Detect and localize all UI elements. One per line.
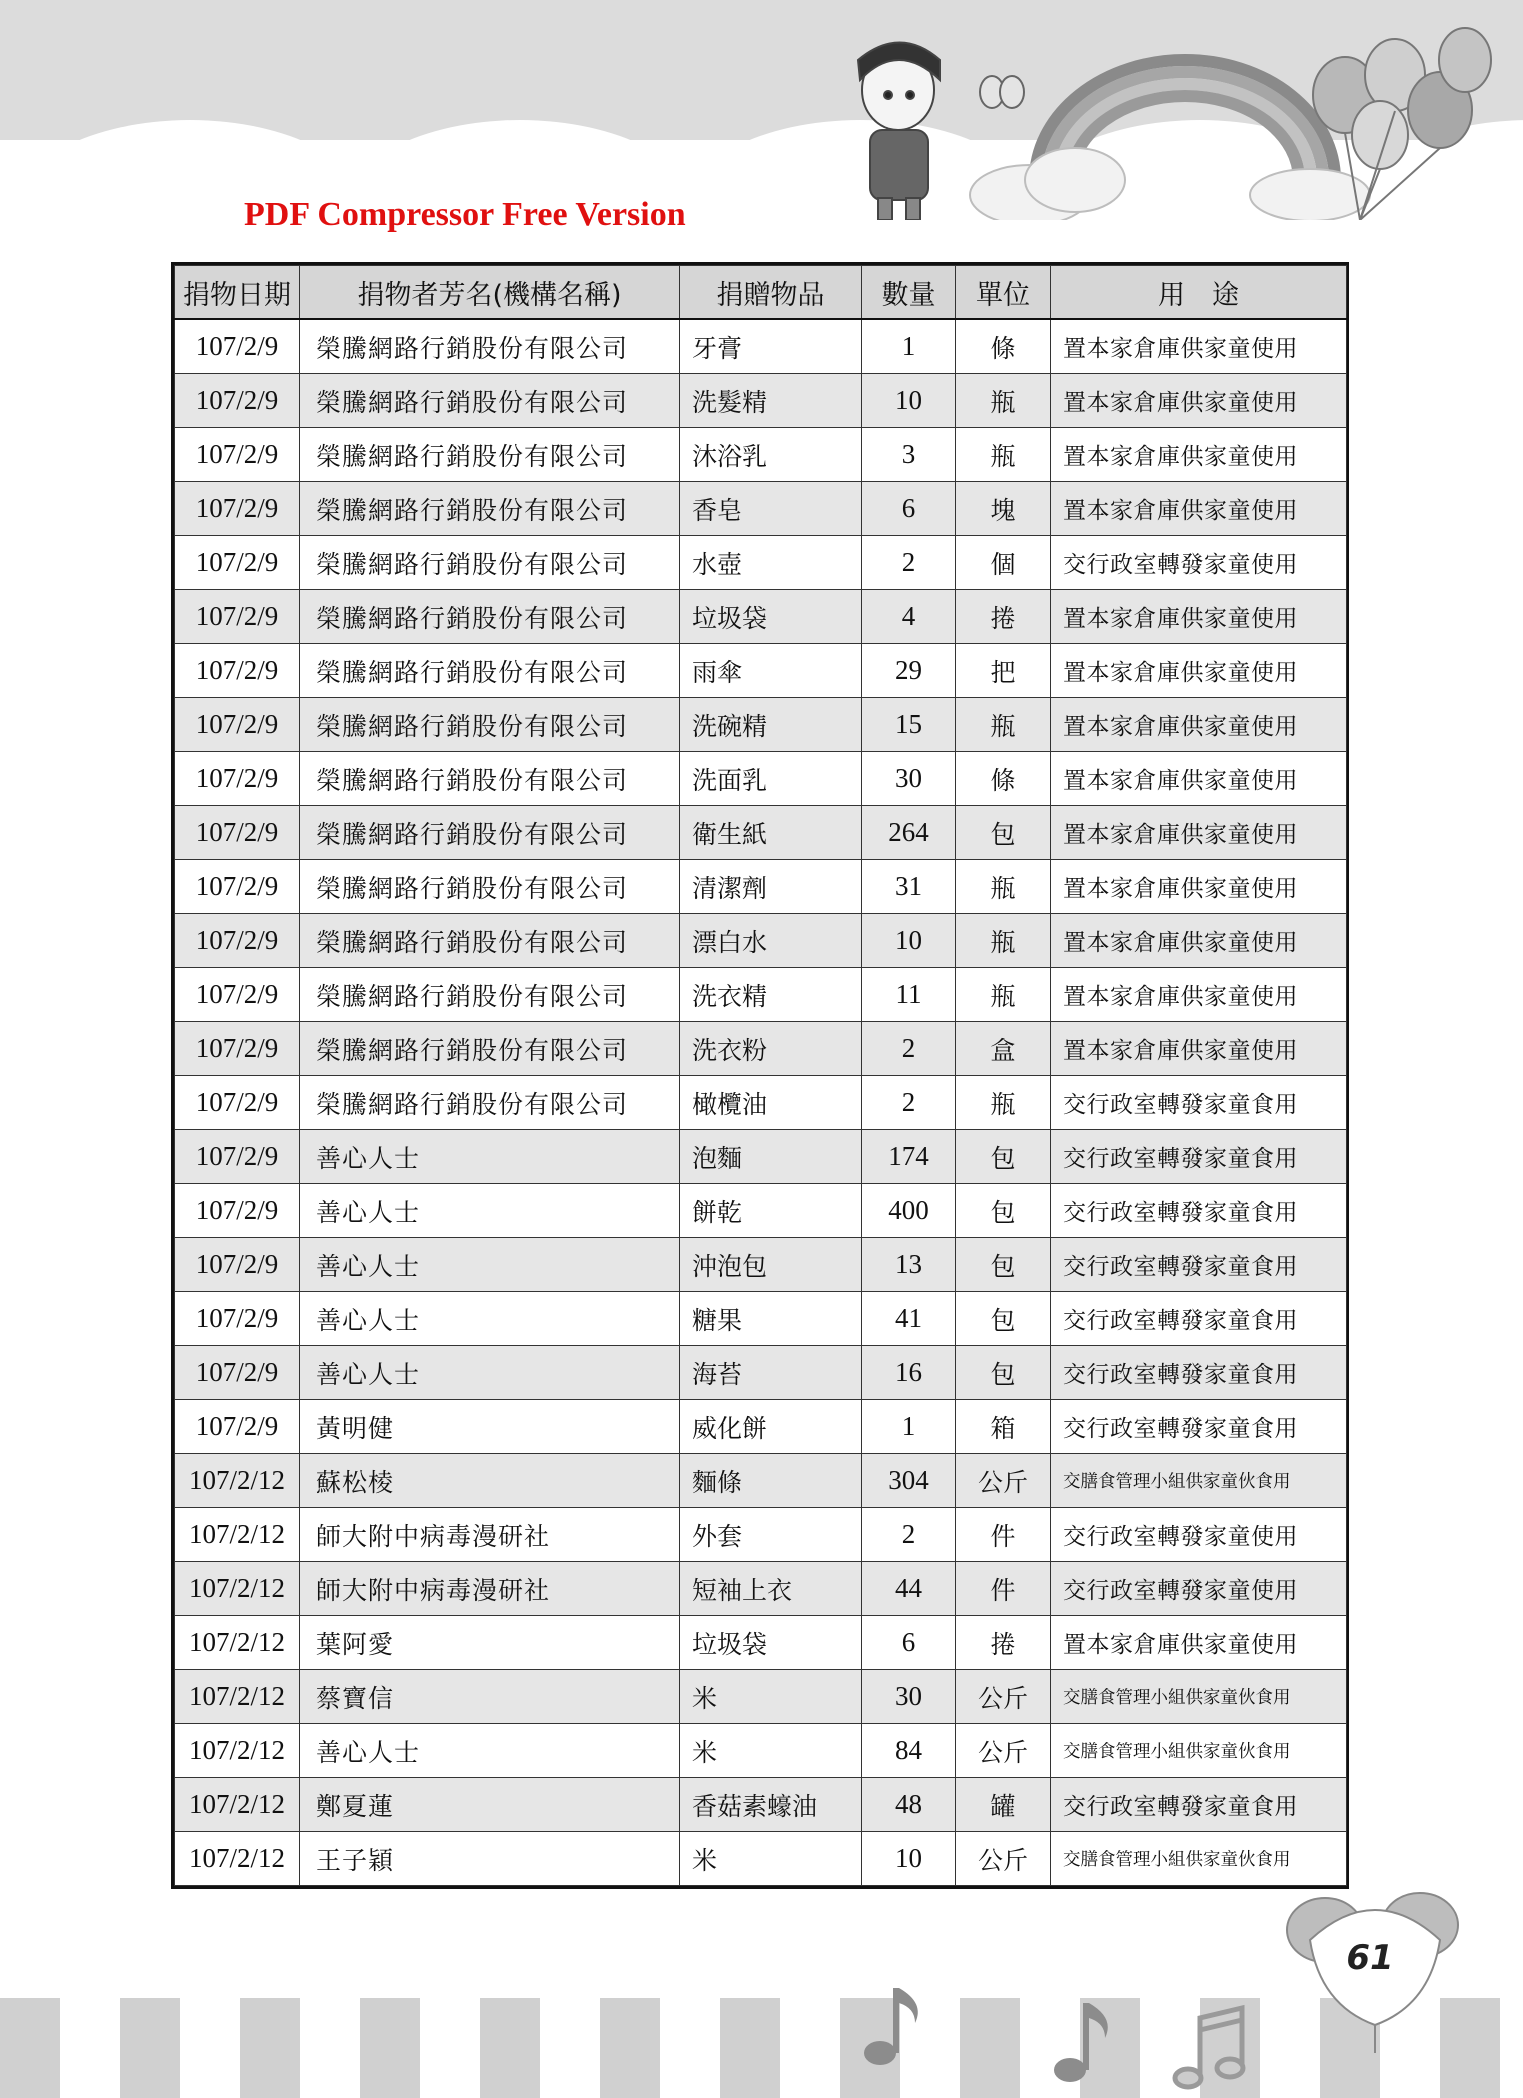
cell-unit: 瓶: [956, 698, 1051, 752]
cell-usage: 交行政室轉發家童使用: [1051, 1508, 1347, 1562]
cell-quantity: 6: [862, 1616, 956, 1670]
cell-donor: 黃明健: [300, 1400, 680, 1454]
cell-item: 短袖上衣: [680, 1562, 862, 1616]
cell-unit: 包: [956, 1184, 1051, 1238]
cell-date: 107/2/9: [175, 968, 300, 1022]
cell-quantity: 1: [862, 1400, 956, 1454]
table-row: [175, 1400, 1347, 1454]
table-row: [175, 644, 1347, 698]
cell-quantity: 16: [862, 1346, 956, 1400]
cell-donor: 鄭夏蓮: [300, 1778, 680, 1832]
cell-quantity: 44: [862, 1562, 956, 1616]
cell-item: 麵條: [680, 1454, 862, 1508]
table-row: [175, 914, 1347, 968]
cell-usage: 置本家倉庫供家童使用: [1051, 914, 1347, 968]
donation-table: [171, 262, 1349, 1889]
cell-date: 107/2/9: [175, 482, 300, 536]
cell-unit: 包: [956, 1346, 1051, 1400]
cell-unit: 條: [956, 752, 1051, 806]
cell-date: 107/2/9: [175, 644, 300, 698]
cell-quantity: 4: [862, 590, 956, 644]
cell-unit: 塊: [956, 482, 1051, 536]
table-row: [175, 752, 1347, 806]
cell-date: 107/2/9: [175, 914, 300, 968]
table-row: [175, 1346, 1347, 1400]
cell-quantity: 2: [862, 536, 956, 590]
cell-date: 107/2/9: [175, 1292, 300, 1346]
cell-unit: 箱: [956, 1400, 1051, 1454]
cell-quantity: 31: [862, 860, 956, 914]
cell-date: 107/2/9: [175, 374, 300, 428]
cell-date: 107/2/9: [175, 1076, 300, 1130]
cell-donor: 榮騰網路行銷股份有限公司: [300, 1076, 680, 1130]
cell-donor: 善心人士: [300, 1184, 680, 1238]
table-header: [175, 266, 1347, 320]
cell-donor: 王子穎: [300, 1832, 680, 1886]
table-row: [175, 319, 1347, 374]
cell-item: 沐浴乳: [680, 428, 862, 482]
cell-donor: 師大附中病毒漫研社: [300, 1508, 680, 1562]
table-row: [175, 1022, 1347, 1076]
cell-item: 洗衣精: [680, 968, 862, 1022]
table-row: [175, 1670, 1347, 1724]
table-row: [175, 1724, 1347, 1778]
cell-item: 餅乾: [680, 1184, 862, 1238]
cell-usage: 置本家倉庫供家童使用: [1051, 482, 1347, 536]
table-row: [175, 1184, 1347, 1238]
cell-unit: 件: [956, 1562, 1051, 1616]
header-date: 捐物日期: [175, 266, 300, 320]
cell-date: 107/2/9: [175, 1022, 300, 1076]
table-row: [175, 428, 1347, 482]
cell-item: 洗髮精: [680, 374, 862, 428]
cell-usage: 交行政室轉發家童食用: [1051, 1184, 1347, 1238]
cell-unit: 罐: [956, 1778, 1051, 1832]
cell-date: 107/2/9: [175, 1238, 300, 1292]
cell-usage: 交膳食管理小組供家童伙食用: [1051, 1454, 1347, 1508]
cell-unit: 包: [956, 1292, 1051, 1346]
table-row: [175, 1238, 1347, 1292]
cell-donor: 榮騰網路行銷股份有限公司: [300, 752, 680, 806]
cell-date: 107/2/12: [175, 1832, 300, 1886]
cell-item: 清潔劑: [680, 860, 862, 914]
cell-unit: 件: [956, 1508, 1051, 1562]
cell-usage: 交行政室轉發家童食用: [1051, 1238, 1347, 1292]
cell-item: 牙膏: [680, 319, 862, 374]
table-row: [175, 1832, 1347, 1886]
cell-unit: 條: [956, 319, 1051, 374]
cell-date: 107/2/12: [175, 1616, 300, 1670]
cell-unit: 瓶: [956, 914, 1051, 968]
header-usage: 用 途: [1051, 266, 1347, 320]
cell-quantity: 3: [862, 428, 956, 482]
cell-unit: 公斤: [956, 1454, 1051, 1508]
table-row: [175, 860, 1347, 914]
cell-item: 漂白水: [680, 914, 862, 968]
cell-usage: 交行政室轉發家童食用: [1051, 1778, 1347, 1832]
cell-item: 糖果: [680, 1292, 862, 1346]
cell-quantity: 2: [862, 1508, 956, 1562]
cell-item: 米: [680, 1670, 862, 1724]
header-quantity: 數量: [862, 266, 956, 320]
cell-unit: 個: [956, 536, 1051, 590]
cell-quantity: 15: [862, 698, 956, 752]
cell-unit: 公斤: [956, 1670, 1051, 1724]
cell-item: 泡麵: [680, 1130, 862, 1184]
cell-usage: 置本家倉庫供家童使用: [1051, 1022, 1347, 1076]
cell-item: 香皂: [680, 482, 862, 536]
cell-donor: 榮騰網路行銷股份有限公司: [300, 319, 680, 374]
cell-date: 107/2/12: [175, 1454, 300, 1508]
cell-donor: 師大附中病毒漫研社: [300, 1562, 680, 1616]
cell-quantity: 1: [862, 319, 956, 374]
cell-quantity: 2: [862, 1076, 956, 1130]
header-unit: 單位: [956, 266, 1051, 320]
cell-usage: 交行政室轉發家童食用: [1051, 1292, 1347, 1346]
cell-date: 107/2/12: [175, 1508, 300, 1562]
cell-item: 雨傘: [680, 644, 862, 698]
cell-unit: 公斤: [956, 1832, 1051, 1886]
cell-usage: 交行政室轉發家童食用: [1051, 1130, 1347, 1184]
table-row: [175, 482, 1347, 536]
cell-item: 米: [680, 1832, 862, 1886]
table-row: [175, 536, 1347, 590]
cell-date: 107/2/9: [175, 860, 300, 914]
cell-date: 107/2/12: [175, 1562, 300, 1616]
cell-quantity: 84: [862, 1724, 956, 1778]
cell-unit: 包: [956, 806, 1051, 860]
cell-date: 107/2/9: [175, 319, 300, 374]
cell-unit: 瓶: [956, 1076, 1051, 1130]
cell-item: 米: [680, 1724, 862, 1778]
cell-donor: 榮騰網路行銷股份有限公司: [300, 644, 680, 698]
cell-date: 107/2/12: [175, 1670, 300, 1724]
cell-unit: 捲: [956, 1616, 1051, 1670]
cell-item: 洗面乳: [680, 752, 862, 806]
cell-usage: 交行政室轉發家童使用: [1051, 536, 1347, 590]
cell-item: 橄欖油: [680, 1076, 862, 1130]
cell-donor: 榮騰網路行銷股份有限公司: [300, 860, 680, 914]
cell-date: 107/2/12: [175, 1778, 300, 1832]
table-row: [175, 1508, 1347, 1562]
cell-usage: 交行政室轉發家童使用: [1051, 1562, 1347, 1616]
table-row: [175, 1616, 1347, 1670]
cell-usage: 置本家倉庫供家童使用: [1051, 590, 1347, 644]
cell-donor: 善心人士: [300, 1346, 680, 1400]
cell-usage: 置本家倉庫供家童使用: [1051, 644, 1347, 698]
cell-item: 洗衣粉: [680, 1022, 862, 1076]
cell-date: 107/2/9: [175, 536, 300, 590]
cell-date: 107/2/9: [175, 806, 300, 860]
cell-donor: 榮騰網路行銷股份有限公司: [300, 428, 680, 482]
cell-date: 107/2/9: [175, 1184, 300, 1238]
cell-quantity: 2: [862, 1022, 956, 1076]
table-body: [175, 319, 1347, 1886]
cell-donor: 榮騰網路行銷股份有限公司: [300, 914, 680, 968]
cell-donor: 榮騰網路行銷股份有限公司: [300, 698, 680, 752]
cell-donor: 善心人士: [300, 1130, 680, 1184]
table-row: [175, 806, 1347, 860]
cell-date: 107/2/12: [175, 1724, 300, 1778]
cell-usage: 置本家倉庫供家童使用: [1051, 428, 1347, 482]
cell-item: 衛生紙: [680, 806, 862, 860]
cell-usage: 置本家倉庫供家童使用: [1051, 319, 1347, 374]
cell-usage: 交膳食管理小組供家童伙食用: [1051, 1832, 1347, 1886]
table-row: [175, 698, 1347, 752]
cell-unit: 包: [956, 1238, 1051, 1292]
cell-donor: 善心人士: [300, 1292, 680, 1346]
cell-usage: 置本家倉庫供家童使用: [1051, 860, 1347, 914]
cell-quantity: 400: [862, 1184, 956, 1238]
cell-usage: 交膳食管理小組供家童伙食用: [1051, 1724, 1347, 1778]
cell-donor: 榮騰網路行銷股份有限公司: [300, 968, 680, 1022]
cell-item: 垃圾袋: [680, 590, 862, 644]
cell-quantity: 10: [862, 374, 956, 428]
cell-donor: 榮騰網路行銷股份有限公司: [300, 590, 680, 644]
table-row: [175, 1562, 1347, 1616]
table-row: [175, 968, 1347, 1022]
cell-unit: 瓶: [956, 968, 1051, 1022]
cell-date: 107/2/9: [175, 1346, 300, 1400]
cell-quantity: 30: [862, 752, 956, 806]
cell-donor: 善心人士: [300, 1238, 680, 1292]
cell-quantity: 41: [862, 1292, 956, 1346]
cell-usage: 置本家倉庫供家童使用: [1051, 752, 1347, 806]
cell-unit: 包: [956, 1130, 1051, 1184]
cell-date: 107/2/9: [175, 698, 300, 752]
cell-quantity: 30: [862, 1670, 956, 1724]
cell-item: 海苔: [680, 1346, 862, 1400]
cell-usage: 置本家倉庫供家童使用: [1051, 1616, 1347, 1670]
cell-unit: 公斤: [956, 1724, 1051, 1778]
cell-usage: 交行政室轉發家童食用: [1051, 1400, 1347, 1454]
table-row: [175, 1454, 1347, 1508]
header-donor: 捐物者芳名(機構名稱): [300, 266, 680, 320]
cell-quantity: 13: [862, 1238, 956, 1292]
cell-date: 107/2/9: [175, 752, 300, 806]
cell-donor: 蔡寶信: [300, 1670, 680, 1724]
cell-item: 垃圾袋: [680, 1616, 862, 1670]
cell-unit: 把: [956, 644, 1051, 698]
cell-usage: 置本家倉庫供家童使用: [1051, 698, 1347, 752]
cell-item: 外套: [680, 1508, 862, 1562]
cell-donor: 葉阿愛: [300, 1616, 680, 1670]
cell-unit: 盒: [956, 1022, 1051, 1076]
cell-donor: 榮騰網路行銷股份有限公司: [300, 374, 680, 428]
table-row: [175, 374, 1347, 428]
page-number: 61: [1346, 1938, 1394, 1978]
cell-date: 107/2/9: [175, 1130, 300, 1184]
cell-item: 洗碗精: [680, 698, 862, 752]
table-row: [175, 1292, 1347, 1346]
cell-quantity: 174: [862, 1130, 956, 1184]
cell-date: 107/2/9: [175, 428, 300, 482]
cell-item: 威化餅: [680, 1400, 862, 1454]
cell-unit: 瓶: [956, 860, 1051, 914]
cell-donor: 榮騰網路行銷股份有限公司: [300, 1022, 680, 1076]
cell-item: 水壺: [680, 536, 862, 590]
cell-date: 107/2/9: [175, 590, 300, 644]
cell-unit: 捲: [956, 590, 1051, 644]
cell-usage: 置本家倉庫供家童使用: [1051, 374, 1347, 428]
cell-date: 107/2/9: [175, 1400, 300, 1454]
header-decoration: [0, 0, 1523, 220]
cell-quantity: 29: [862, 644, 956, 698]
cell-donor: 榮騰網路行銷股份有限公司: [300, 806, 680, 860]
cell-usage: 置本家倉庫供家童使用: [1051, 968, 1347, 1022]
cell-quantity: 10: [862, 1832, 956, 1886]
table-row: [175, 1130, 1347, 1184]
cell-usage: 置本家倉庫供家童使用: [1051, 806, 1347, 860]
cell-item: 沖泡包: [680, 1238, 862, 1292]
table-row: [175, 1778, 1347, 1832]
cell-quantity: 304: [862, 1454, 956, 1508]
cell-item: 香菇素蠔油: [680, 1778, 862, 1832]
cell-quantity: 48: [862, 1778, 956, 1832]
cell-usage: 交膳食管理小組供家童伙食用: [1051, 1670, 1347, 1724]
cell-donor: 蘇松棱: [300, 1454, 680, 1508]
cell-quantity: 10: [862, 914, 956, 968]
watermark-text: PDF Compressor Free Version: [244, 196, 686, 233]
cell-unit: 瓶: [956, 374, 1051, 428]
cell-quantity: 264: [862, 806, 956, 860]
cell-usage: 交行政室轉發家童食用: [1051, 1076, 1347, 1130]
cell-unit: 瓶: [956, 428, 1051, 482]
cell-donor: 榮騰網路行銷股份有限公司: [300, 482, 680, 536]
cell-donor: 善心人士: [300, 1724, 680, 1778]
table-row: [175, 1076, 1347, 1130]
cell-donor: 榮騰網路行銷股份有限公司: [300, 536, 680, 590]
cell-quantity: 11: [862, 968, 956, 1022]
cell-quantity: 6: [862, 482, 956, 536]
cell-usage: 交行政室轉發家童食用: [1051, 1346, 1347, 1400]
header-item: 捐贈物品: [680, 266, 862, 320]
table-row: [175, 590, 1347, 644]
